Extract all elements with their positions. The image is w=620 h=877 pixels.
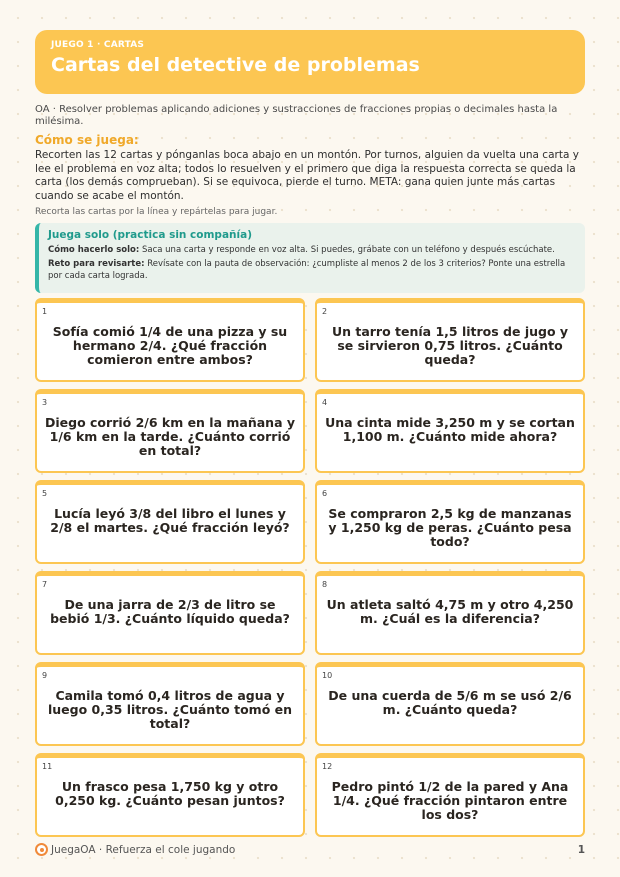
solo-challenge-label: Reto para revisarte: xyxy=(48,259,145,269)
card-number: 2 xyxy=(322,307,328,316)
card-problem: Un frasco pesa 1,750 kg y otro 0,250 kg. ¿Cuánto pesan juntos? xyxy=(55,779,285,808)
solo-how-label: Cómo hacerlo solo: xyxy=(48,245,140,255)
solo-challenge-line xyxy=(48,258,575,282)
card-number: 4 xyxy=(322,398,328,407)
problem-card[interactable] xyxy=(35,662,305,746)
problem-card[interactable] xyxy=(315,662,585,746)
problem-card[interactable] xyxy=(315,753,585,837)
card-number: 9 xyxy=(42,671,48,680)
solo-how-line xyxy=(48,244,575,256)
card-problem: Un atleta saltó 4,75 m y otro 4,250 m. ¿Cuál es la diferencia? xyxy=(326,597,574,626)
card-number: 10 xyxy=(322,671,333,680)
problem-card[interactable] xyxy=(35,480,305,564)
cut-instructions: Recorta las cartas por la línea y repártelas para jugar. xyxy=(35,207,278,217)
card-problem: Se compraron 2,5 kg de manzanas y 1,250 kg de peras. ¿Cuánto pesa todo? xyxy=(328,506,572,549)
page-footer xyxy=(35,843,585,857)
target-logo-icon xyxy=(35,843,48,856)
card-number: 3 xyxy=(42,398,48,407)
how-to-play-heading: Cómo se juega: xyxy=(35,133,139,147)
card-number: 5 xyxy=(42,489,48,498)
solo-play-box xyxy=(35,223,585,293)
solo-how-text: Saca una carta y responde en voz alta. Si puedes, grábate con un teléfono y después escúchate. xyxy=(141,245,555,255)
card-problem: De una cuerda de 5/6 m se usó 2/6 m. ¿Cuánto queda? xyxy=(328,688,572,717)
solo-play-heading: Juega solo (practica sin compañía) xyxy=(48,229,252,241)
card-problem: Sofía comió 1/4 de una pizza y su hermano 2/4. ¿Qué fracción comieron entre ambos? xyxy=(52,324,288,367)
intro-section xyxy=(35,104,585,218)
card-problem: Pedro pintó 1/2 de la pared y Ana 1/4. ¿Qué fracción pintaron entre los dos? xyxy=(331,779,569,822)
problem-card[interactable] xyxy=(315,298,585,382)
page-number: 1 xyxy=(577,844,585,856)
game-kicker: JUEGO 1 · CARTAS xyxy=(51,40,145,50)
problem-card[interactable] xyxy=(35,571,305,655)
card-number: 11 xyxy=(42,762,53,771)
page-title: Cartas del detective de problemas xyxy=(51,54,420,76)
problem-card[interactable] xyxy=(315,389,585,473)
card-problem: De una jarra de 2/3 de litro se bebió 1/3. ¿Cuánto líquido queda? xyxy=(50,597,290,626)
game-rules: Recorten las 12 cartas y pónganlas boca abajo en un montón. Por turnos, alguien da vuelta una carta y lee el problema en voz alta; todos lo resuelven y el primero que diga la respuesta correcta se queda la carta (los demás comprueban). Si se equivoca, pierde el turno. META: gana quien junte más cartas cuando se acabe el montón. xyxy=(35,149,579,202)
problem-card[interactable] xyxy=(315,480,585,564)
card-number: 8 xyxy=(322,580,328,589)
problem-card[interactable] xyxy=(315,571,585,655)
problem-card[interactable] xyxy=(35,298,305,382)
card-problem: Diego corrió 2/6 km en la mañana y 1/6 km en la tarde. ¿Cuánto corrió en total? xyxy=(45,415,296,458)
page-header xyxy=(35,30,585,94)
solo-challenge-text: Revísate con la pauta de observación: ¿cumpliste al menos 2 de los 3 criterios? Ponte una estrella por cada carta lograda. xyxy=(48,259,566,281)
card-problem: Un tarro tenía 1,5 litros de jugo y se sirvieron 0,75 litros. ¿Cuánto queda? xyxy=(331,324,569,367)
card-problem: Lucía leyó 3/8 del libro el lunes y 2/8 el martes. ¿Qué fracción leyó? xyxy=(50,506,290,535)
footer-brand: JuegaOA · Refuerza el cole jugando xyxy=(51,844,236,856)
card-problem: Camila tomó 0,4 litros de agua y luego 0,35 litros. ¿Cuánto tomó en total? xyxy=(47,688,293,731)
card-number: 6 xyxy=(322,489,328,498)
card-number: 12 xyxy=(322,762,333,771)
card-number: 7 xyxy=(42,580,48,589)
card-number: 1 xyxy=(42,307,48,316)
problem-card[interactable] xyxy=(35,753,305,837)
card-problem: Una cinta mide 3,250 m y se cortan 1,100 m. ¿Cuánto mide ahora? xyxy=(325,415,575,444)
problem-card[interactable] xyxy=(35,389,305,473)
learning-objective: OA · Resolver problemas aplicando adiciones y sustracciones de fracciones propias o decimales hasta la milésima. xyxy=(35,104,558,127)
